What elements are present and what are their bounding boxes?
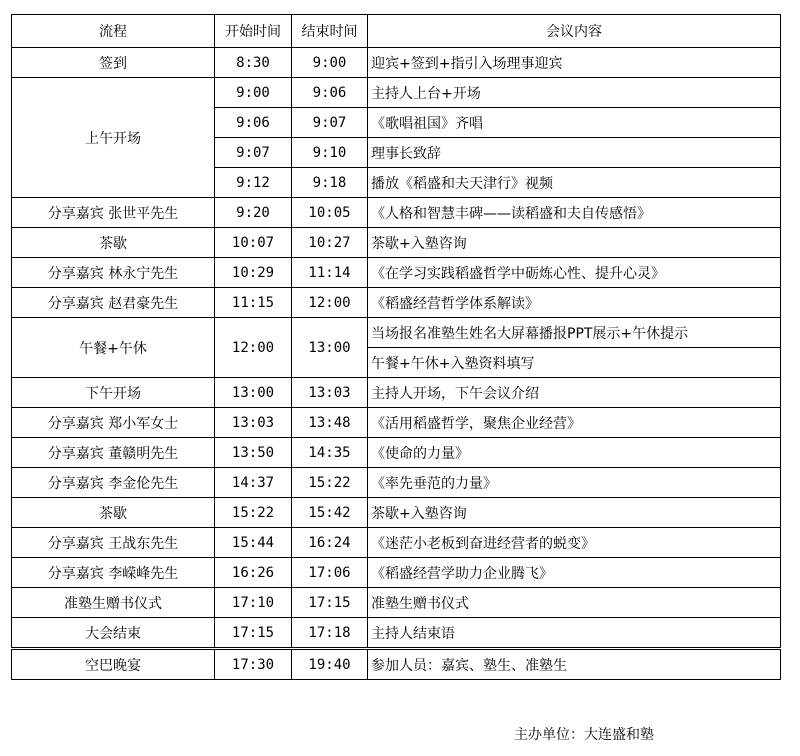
end-time-cell: 9:06 [292, 78, 368, 108]
content-cell: 《使命的力量》 [368, 438, 781, 468]
table-row [12, 378, 781, 408]
process-cell: 分享嘉宾 王战东先生 [12, 528, 215, 558]
start-time-cell: 16:26 [215, 558, 292, 588]
start-time-cell: 14:37 [215, 468, 292, 498]
start-time-cell: 10:29 [215, 258, 292, 288]
table-header-row [12, 15, 781, 48]
table-row [12, 288, 781, 318]
process-cell: 上午开场 [12, 78, 215, 198]
content-cell: 参加人员：嘉宾、塾生、准塾生 [368, 649, 781, 680]
process-cell: 分享嘉宾 赵君豪先生 [12, 288, 215, 318]
process-cell: 签到 [12, 48, 215, 78]
end-time-cell: 10:27 [292, 228, 368, 258]
organizer-text: 主办单位：大连盛和塾 [514, 727, 654, 743]
content-cell: 主持人结束语 [368, 618, 781, 649]
end-time-cell: 15:22 [292, 468, 368, 498]
start-time-cell: 10:07 [215, 228, 292, 258]
end-time-cell: 12:00 [292, 288, 368, 318]
header-process: 流程 [12, 15, 215, 48]
process-cell: 空巴晚宴 [12, 649, 215, 680]
table-row [12, 318, 781, 348]
start-time-cell: 9:20 [215, 198, 292, 228]
content-cell: 迎宾+签到+指引入场理事迎宾 [368, 48, 781, 78]
start-time-cell: 9:06 [215, 108, 292, 138]
process-cell: 分享嘉宾 李金伦先生 [12, 468, 215, 498]
start-time-cell: 15:44 [215, 528, 292, 558]
content-cell: 《人格和智慧丰碑——读稻盛和夫自传感悟》 [368, 198, 781, 228]
table-row [12, 649, 781, 680]
table-row [12, 78, 781, 108]
end-time-cell: 17:06 [292, 558, 368, 588]
process-cell: 茶歇 [12, 228, 215, 258]
start-time-cell: 9:00 [215, 78, 292, 108]
content-cell: 准塾生赠书仪式 [368, 588, 781, 618]
table-row [12, 618, 781, 649]
content-cell: 当场报名准塾生姓名大屏幕播报PPT展示+午休提示 [368, 318, 781, 348]
process-cell: 分享嘉宾 董赣明先生 [12, 438, 215, 468]
end-time-cell: 17:18 [292, 618, 368, 649]
content-cell: 茶歇+入塾咨询 [368, 498, 781, 528]
content-cell: 播放《稻盛和夫天津行》视频 [368, 168, 781, 198]
process-cell: 午餐+午休 [12, 318, 215, 378]
table-row [12, 588, 781, 618]
end-time-cell: 14:35 [292, 438, 368, 468]
content-cell: 《活用稻盛哲学，聚焦企业经营》 [368, 408, 781, 438]
content-cell: 《歌唱祖国》齐唱 [368, 108, 781, 138]
header-content: 会议内容 [368, 15, 781, 48]
start-time-cell: 13:00 [215, 378, 292, 408]
content-cell: 午餐+午休+入塾资料填写 [368, 348, 781, 378]
process-cell: 分享嘉宾 李嵘峰先生 [12, 558, 215, 588]
end-time-cell: 9:10 [292, 138, 368, 168]
end-time-cell: 9:07 [292, 108, 368, 138]
table-row [12, 468, 781, 498]
content-cell: 《迷茫小老板到奋进经营者的蜕变》 [368, 528, 781, 558]
start-time-cell: 8:30 [215, 48, 292, 78]
process-cell: 分享嘉宾 张世平先生 [12, 198, 215, 228]
start-time-cell: 17:30 [215, 649, 292, 680]
end-time-cell: 13:03 [292, 378, 368, 408]
content-cell: 《稻盛经营哲学体系解读》 [368, 288, 781, 318]
content-cell: 主持人上台+开场 [368, 78, 781, 108]
process-cell: 分享嘉宾 郑小军女士 [12, 408, 215, 438]
end-time-cell: 16:24 [292, 528, 368, 558]
end-time-cell: 13:00 [292, 318, 368, 378]
table-row [12, 438, 781, 468]
table-row [12, 228, 781, 258]
start-time-cell: 9:12 [215, 168, 292, 198]
start-time-cell: 17:15 [215, 618, 292, 649]
end-time-cell: 17:15 [292, 588, 368, 618]
process-cell: 大会结束 [12, 618, 215, 649]
header-end-time: 结束时间 [292, 15, 368, 48]
table-row [12, 528, 781, 558]
table-row [12, 258, 781, 288]
end-time-cell: 9:00 [292, 48, 368, 78]
end-time-cell: 11:14 [292, 258, 368, 288]
start-time-cell: 9:07 [215, 138, 292, 168]
table-row [12, 558, 781, 588]
start-time-cell: 13:50 [215, 438, 292, 468]
process-cell: 下午开场 [12, 378, 215, 408]
end-time-cell: 9:18 [292, 168, 368, 198]
content-cell: 《在学习实践稻盛哲学中砺炼心性、提升心灵》 [368, 258, 781, 288]
process-cell: 分享嘉宾 林永宁先生 [12, 258, 215, 288]
end-time-cell: 10:05 [292, 198, 368, 228]
content-cell: 理事长致辞 [368, 138, 781, 168]
table-row [12, 408, 781, 438]
start-time-cell: 11:15 [215, 288, 292, 318]
content-cell: 《稻盛经营学助力企业腾飞》 [368, 558, 781, 588]
start-time-cell: 15:22 [215, 498, 292, 528]
header-start-time: 开始时间 [215, 15, 292, 48]
table-row [12, 498, 781, 528]
start-time-cell: 17:10 [215, 588, 292, 618]
start-time-cell: 12:00 [215, 318, 292, 378]
schedule-table [11, 14, 781, 680]
end-time-cell: 13:48 [292, 408, 368, 438]
content-cell: 《率先垂范的力量》 [368, 468, 781, 498]
start-time-cell: 13:03 [215, 408, 292, 438]
table-row [12, 198, 781, 228]
table-row [12, 48, 781, 78]
process-cell: 茶歇 [12, 498, 215, 528]
end-time-cell: 19:40 [292, 649, 368, 680]
content-cell: 茶歇+入塾咨询 [368, 228, 781, 258]
content-cell: 主持人开场，下午会议介绍 [368, 378, 781, 408]
process-cell: 准塾生赠书仪式 [12, 588, 215, 618]
end-time-cell: 15:42 [292, 498, 368, 528]
